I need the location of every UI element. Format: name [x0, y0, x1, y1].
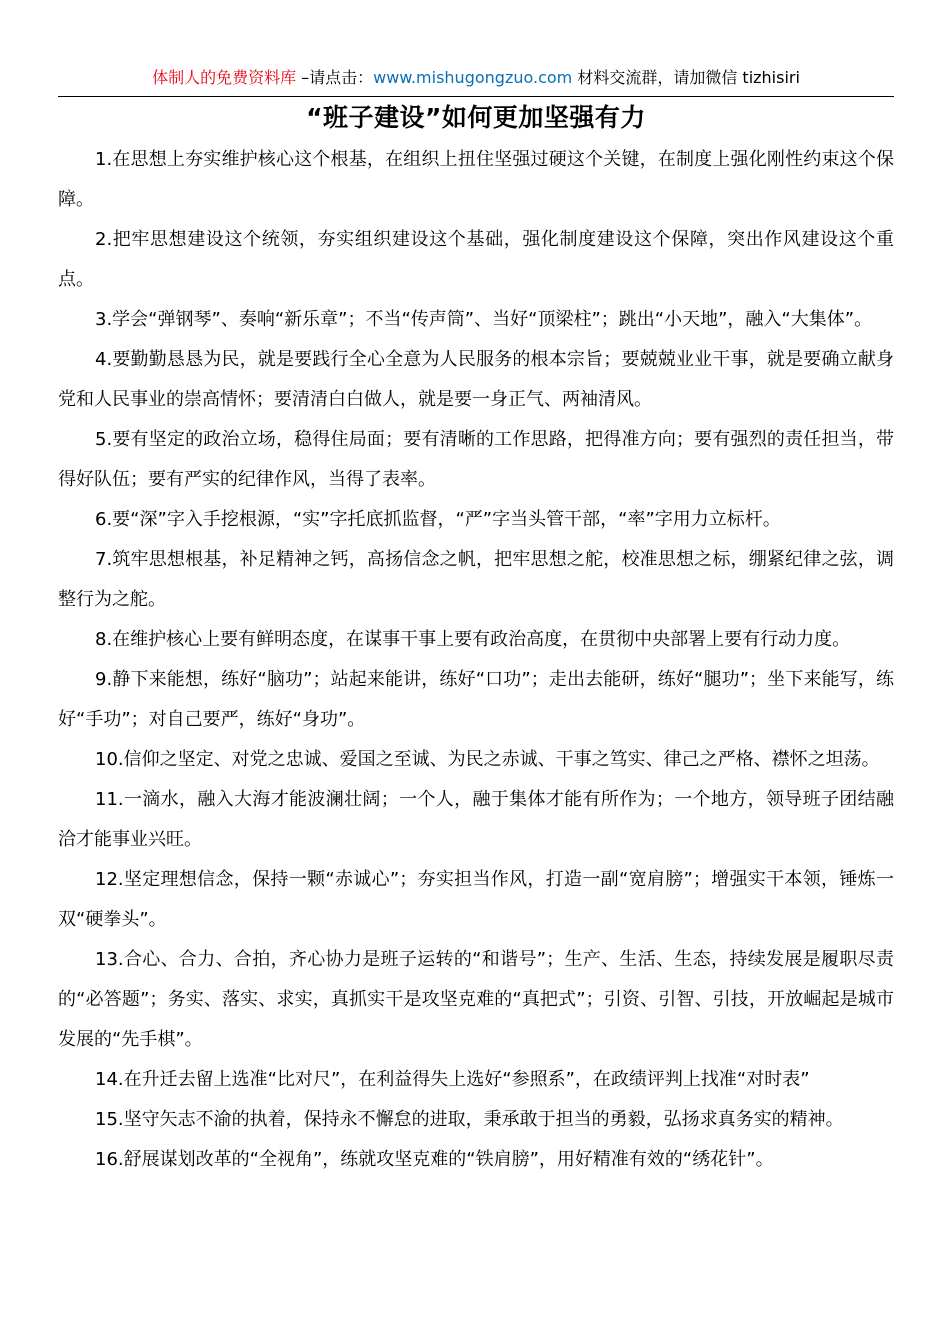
page-header — [58, 66, 894, 97]
paragraph-13: 13.合心、合力、合拍，齐心协力是班子运转的“和谐号”；生产、生活、生态，持续发展是履职尽责的“必答题”；务实、落实、求实，真抓实干是攻坚克难的“真把式”；引资、引智、引技，开放崛起是城市发展的“先手棋”。 — [58, 949, 894, 1050]
paragraph-15: 15.坚守矢志不渝的执着，保持永不懈怠的进取，秉承敢于担当的勇毅，弘扬求真务实的精神。 — [95, 1109, 844, 1130]
paragraph-5: 5.要有坚定的政治立场，稳得住局面；要有清晰的工作思路，把得准方向；要有强烈的责任担当，带得好队伍；要有严实的纪律作风，当得了表率。 — [58, 429, 894, 490]
paragraph-12: 12.坚定理想信念，保持一颗“赤诚心”；夯实担当作风，打造一副“宽肩膀”；增强实干本领，锤炼一双“硬拳头”。 — [58, 869, 894, 930]
header-brand: 体制人的免费资料库 — [152, 68, 297, 87]
header-url-link[interactable]: www.mishugongzuo.com — [373, 68, 573, 87]
paragraph-2: 2.把牢思想建设这个统领，夯实组织建设这个基础，强化制度建设这个保障，突出作风建设这个重点。 — [58, 229, 894, 290]
document-title: “班子建设”如何更加坚强有力 — [306, 103, 646, 132]
paragraph-4: 4.要勤勤恳恳为民，就是要践行全心全意为人民服务的根本宗旨；要兢兢业业干事，就是要确立献身党和人民事业的崇高情怀；要清清白白做人，就是要一身正气、两袖清风。 — [58, 349, 894, 410]
header-prefix: –请点击： — [296, 68, 374, 87]
paragraph-3: 3.学会“弹钢琴”、奏响“新乐章”；不当“传声筒”、当好“顶梁柱”；跳出“小天地”，融入“大集体”。 — [95, 309, 873, 330]
paragraph-8: 8.在维护核心上要有鲜明态度，在谋事干事上要有政治高度，在贯彻中央部署上要有行动力度。 — [95, 629, 851, 650]
paragraph-1: 1.在思想上夯实维护核心这个根基，在组织上扭住坚强过硬这个关键，在制度上强化刚性约束这个保障。 — [58, 149, 894, 210]
paragraph-11: 11.一滴水，融入大海才能波澜壮阔；一个人，融于集体才能有所作为；一个地方，领导班子团结融洽才能事业兴旺。 — [58, 789, 894, 850]
header-suffix: 材料交流群，请加微信 tizhisiri — [572, 68, 800, 87]
paragraph-6: 6.要“深”字入手挖根源，“实”字托底抓监督，“严”字当头管干部，“率”字用力立标杆。 — [95, 509, 781, 530]
paragraph-16: 16.舒展谋划改革的“全视角”，练就攻坚克难的“铁肩膀”，用好精准有效的“绣花针”。 — [95, 1149, 774, 1170]
paragraph-9: 9.静下来能想，练好“脑功”；站起来能讲，练好“口功”；走出去能研，练好“腿功”；坐下来能写，练好“手功”；对自己要严，练好“身功”。 — [58, 669, 894, 730]
paragraph-14: 14.在升迁去留上选准“比对尺”，在利益得失上选好“参照系”，在政绩评判上找准“对时表” — [95, 1069, 810, 1090]
paragraph-7: 7.筑牢思想根基，补足精神之钙，高扬信念之帆，把牢思想之舵，校准思想之标，绷紧纪律之弦，调整行为之舵。 — [58, 549, 894, 610]
document-body — [58, 140, 894, 1180]
paragraph-10: 10.信仰之坚定、对党之忠诚、爱国之至诚、为民之赤诚、干事之笃实、律己之严格、襟怀之坦荡。 — [95, 749, 880, 770]
